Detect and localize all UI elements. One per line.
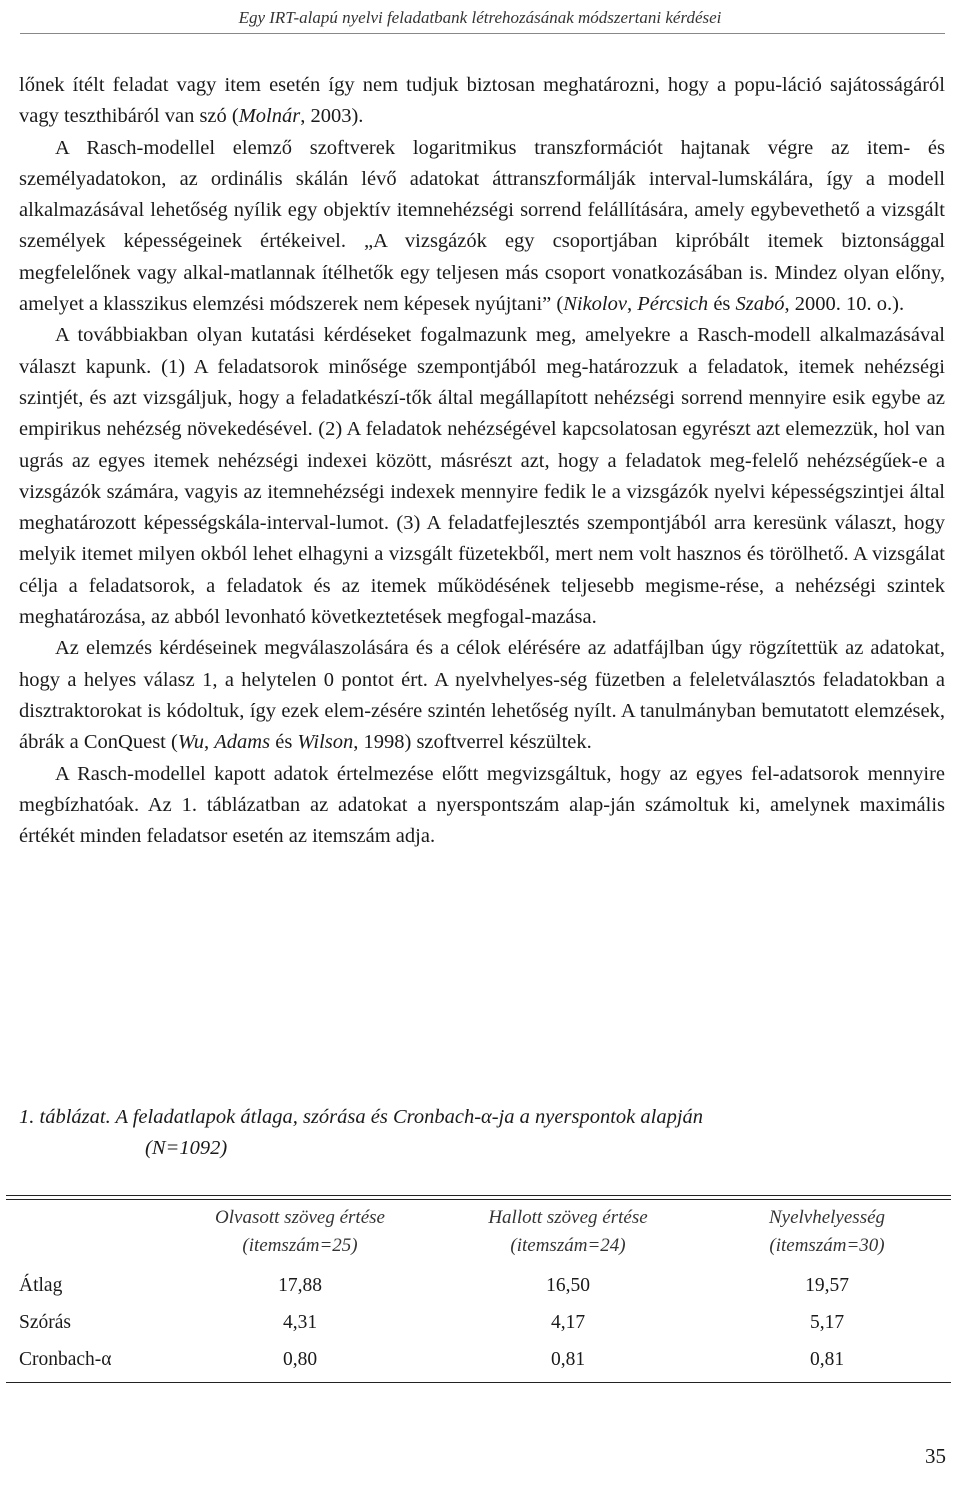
paragraph-1: lőnek ítélt feladat vagy item esetén így nem tudjuk biztosan meghatározni, hogy a popu-láció sajátosságáról vagy teszthibáról van szó (Molnár, 2003).: [19, 74, 945, 128]
column-header-reading: Olvasott szöveg értése (itemszám=25): [215, 1207, 385, 1256]
table-top-rule: [6, 1195, 951, 1200]
body-text: [19, 70, 945, 852]
citation: Adams: [214, 731, 271, 754]
table-row-mean: Átlag 17,88 16,50 19,57: [19, 1275, 849, 1296]
paragraph-2: A Rasch-modellel elemző szoftverek logaritmikus transzformációt hajtanak végre az item- és személyadatokon, az ordinális skálán lévő adatokat áttranszformálják interval-lumskálára, így a modell alkalmazásával lehetőség nyílik egy objektív itemnehézségi sorrend felállítására, amely egybevethető a vizsgált személyek képességeinek értékeivel. „A vizsgázók egy csoportjában kipróbált itemek biztonsággal megfelelőnek vagy alkal-matlannak ítélhetők egy teljesen más csoport vonatkozásában is. Mindez olyan előny, amelyet a klasszikus elemzési módszerek nem képesek nyújtani” (Nikolov, Pércsich és Szabó, 2000. 10. o.).: [19, 136, 945, 316]
citation: Molnár: [238, 105, 301, 128]
paragraph-5: A Rasch-modellel kapott adatok értelmezése előtt megvizsgáltuk, hogy az egyes fel-adatsorok mennyire megbízhatóak. Az 1. táblázatban az adatokat a nyerspontszám alap-ján számoltuk ki, amelynek maximális értékét minden feladatsor esetén az itemszám adja.: [19, 762, 945, 848]
column-header-listening: Hallott szöveg értése (itemszám=24): [488, 1207, 648, 1256]
citation: Nikolov: [563, 293, 627, 316]
table-bottom-rule: [6, 1382, 951, 1383]
citation: Pércsich: [637, 293, 709, 316]
table-caption: 1. táblázat. A feladatlapok átlaga, szórása és Cronbach-α-ja a nyerspontok alapján (N=1092): [19, 1106, 704, 1159]
header-rule: [20, 33, 945, 34]
table-row-cronbach: Cronbach-α 0,80 0,81 0,81: [19, 1349, 845, 1370]
column-header-grammar: Nyelvhelyesség (itemszám=30): [768, 1207, 886, 1256]
paragraph-3: A továbbiakban olyan kutatási kérdéseket fogalmazunk meg, amelyekre a Rasch-modell alkalmazásával választ kapunk. (1) A feladatsorok minősége szempontjából meg-határozzuk a feladatok, itemek nehézségi szintjét, és azt vizsgáljuk, hogy a feladatkészí-tők által megállapított nehézségi sorrend mennyire esik egybe az empirikus nehézség növekedésével. (2) A feladatok nehézségével kapcsolatosan egyrészt azt elemezzük, hol van ugrás az egyes itemek nehézségi indexei között, másrészt azt, hogy a feladatok meg-felelő nehézségűek-e a vizsgázók számára, vagyis az itemnehézségi indexek mennyire fedik le a vizsgázók nyelvi képességszintjei által meghatározott képességskála-interval-lumot. (3) A feladatfejlesztés szempontjából arra keresünk választ, hogy melyik itemet milyen okból lehet elhagyni a vizsgált füzetekből, mert nem volt hasznos és törölhető. A vizsgálat célja a feladatsorok, a feladatok és az itemek működésének teljesebb megisme-rése, a nehézségi szintek meghatározása, az abból levonható következtetések megfogal-mazása.: [19, 324, 945, 629]
paragraph-4: Az elemzés kérdéseinek megválaszolására és a célok elérésére az adatfájlban úgy rögzítettük az adatokat, hogy a helyes válasz 1, a helytelen 0 pontot ért. A nyelvhelyes-ség füzetben a feleletválasztós feladatokban a disztraktorokat is kódoltuk, így ezek elem-zésére szintén lehetőség nyílt. A tanulmányban bemutatott elemzések, ábrák a ConQuest (Wu, Adams és Wilson, 1998) szoftverrel készültek.: [19, 637, 945, 754]
citation: Wilson: [297, 731, 354, 754]
citation: Wu: [177, 731, 205, 754]
page-number: 35: [925, 1444, 946, 1468]
table-row-sd: Szórás 4,31 4,17 5,17: [19, 1312, 845, 1333]
running-header: Egy IRT-alapú nyelvi feladatbank létrehozásának módszertani kérdései: [238, 8, 722, 27]
citation: Szabó: [735, 293, 785, 316]
